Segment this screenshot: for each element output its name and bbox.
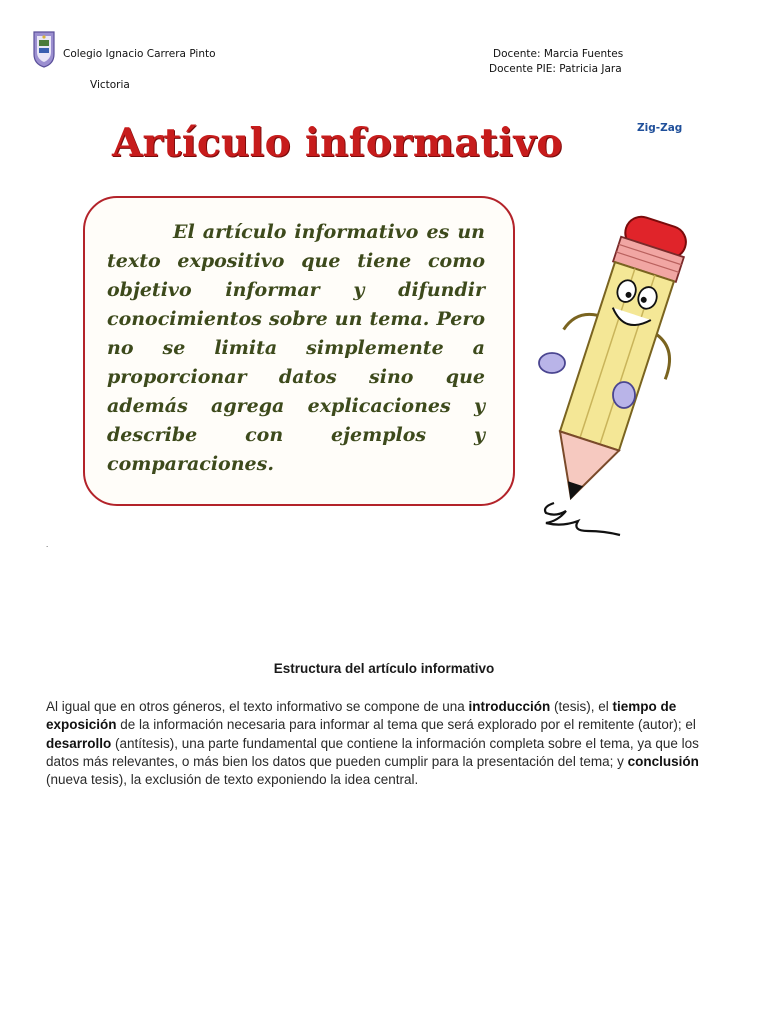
para-bold-desarrollo: desarrollo xyxy=(46,735,112,751)
para-text-4: (antítesis), una parte fundamental que contiene la información completa sobre el tema, ya que los datos más relevantes, o más bien los datos que pueden cumplir para la presentación del tema; y xyxy=(46,735,699,769)
para-bold-conclusion: conclusión xyxy=(627,753,699,769)
teacher-name: Docente: Marcia Fuentes xyxy=(493,48,624,60)
school-crest-logo xyxy=(32,30,56,68)
structure-paragraph xyxy=(46,698,722,789)
para-text-2: (tesis), el xyxy=(550,699,613,714)
school-town: Victoria xyxy=(90,79,130,91)
pencil-character-illustration xyxy=(528,205,698,545)
definition-box xyxy=(83,196,515,506)
school-name: Colegio Ignacio Carrera Pinto xyxy=(63,48,216,60)
section-title: Estructura del artículo informativo xyxy=(273,661,495,676)
page-title: Artículo informativo xyxy=(112,120,563,166)
para-bold-introduccion: introducción xyxy=(468,699,551,714)
publisher-label: Zig-Zag xyxy=(637,122,683,134)
para-text-5: (nueva tesis), la exclusión de texto exponiendo la idea central. xyxy=(46,772,419,788)
pie-teacher-name: Docente PIE: Patricia Jara xyxy=(489,63,622,75)
stray-mark: . xyxy=(46,540,49,549)
para-text-1: Al igual que en otros géneros, el texto informativo se compone de una xyxy=(46,699,469,714)
para-text-3: de la información necesaria para informar al tema que será explorado por el remitente (autor); el xyxy=(116,717,696,733)
definition-text: El artículo informativo es un texto expositivo que tiene como objetivo informar y difundir conocimientos sobre un tema. Pero no se limita simplemente a proporcionar datos sino que además agrega explicaciones y describe con ejemplos y comparaciones. xyxy=(107,221,485,475)
para-bold-tiempo-exposicion: tiempo de exposición xyxy=(46,699,677,733)
